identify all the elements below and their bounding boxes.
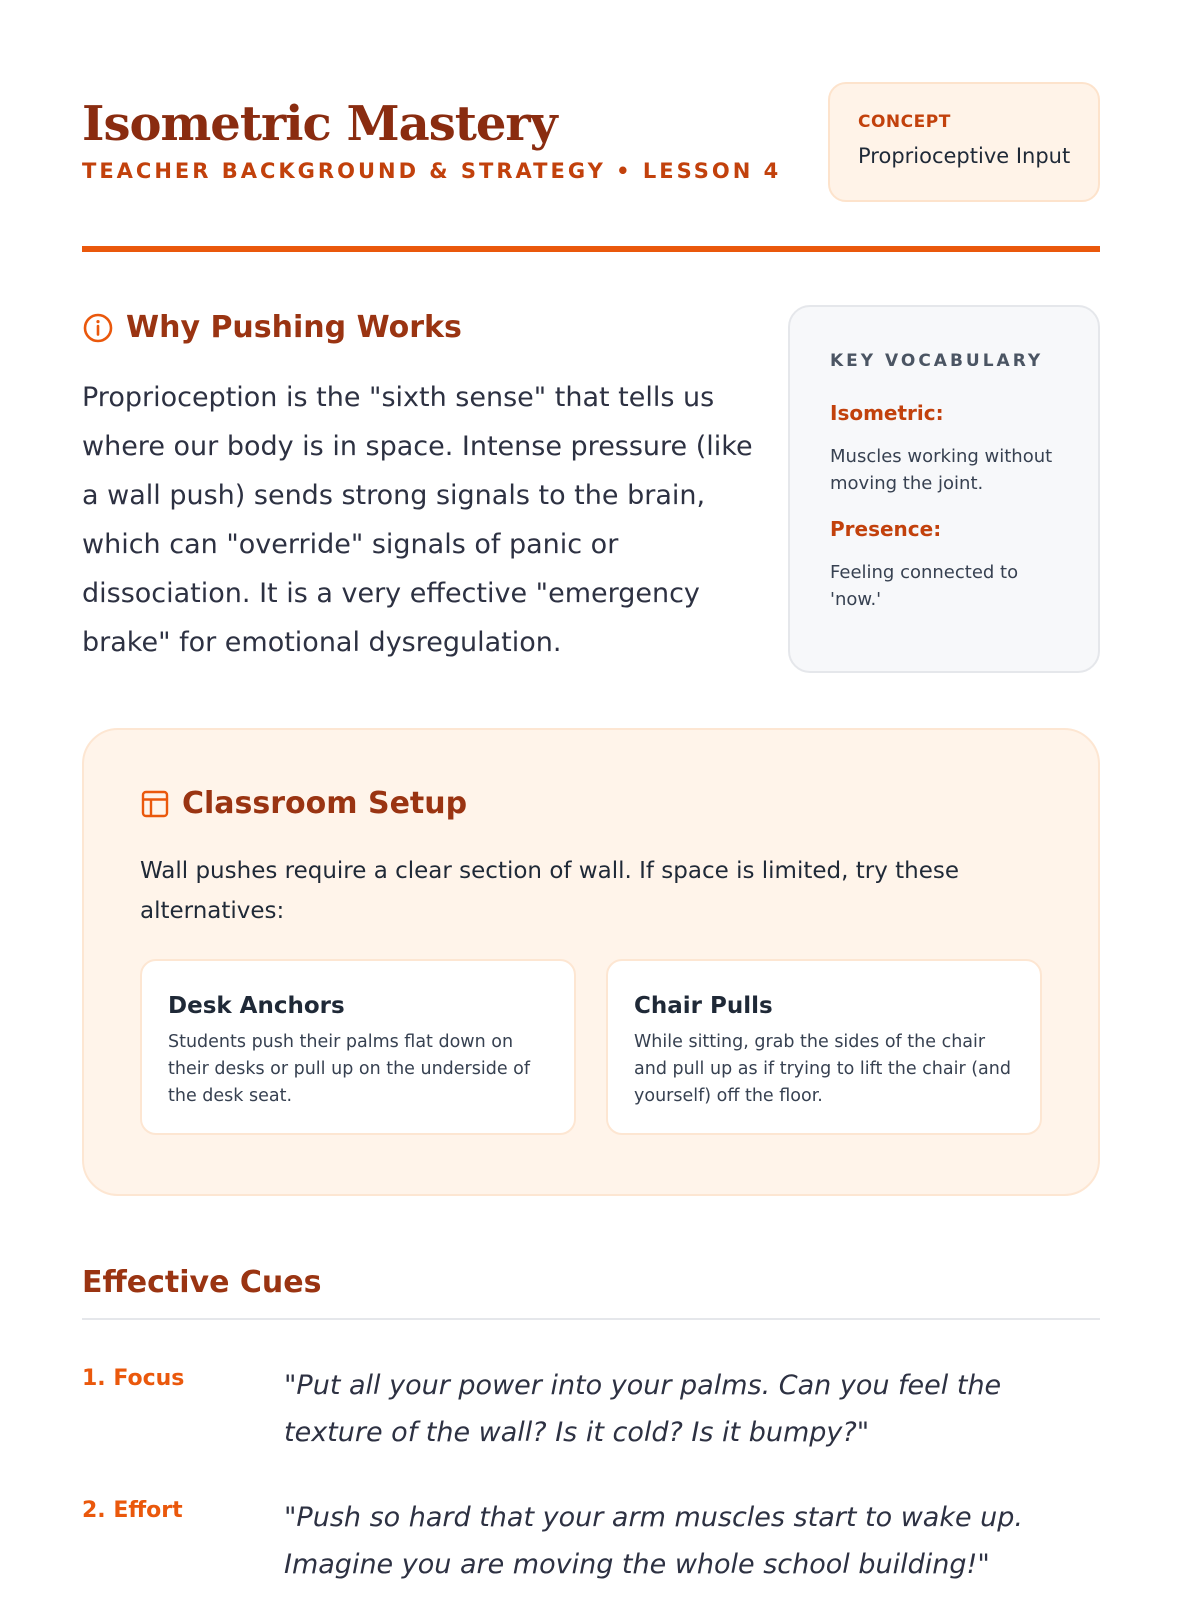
vocabulary-title: KEY VOCABULARY <box>830 351 1044 371</box>
card-title: Desk Anchors <box>168 993 345 1019</box>
cue-label: 1. Focus <box>82 1366 185 1391</box>
vocab-term: Isometric: <box>830 401 944 425</box>
why-heading-text: Why Pushing Works <box>126 310 462 345</box>
cues-heading: Effective Cues <box>82 1265 322 1300</box>
concept-box <box>828 82 1100 202</box>
vocab-definition: Muscles working without moving the joint. <box>830 446 1053 494</box>
card-body: Students push their palms flat down on their desks or pull up on the underside of the desk seat. <box>168 1032 531 1106</box>
why-body: Proprioception is the "sixth sense" that tells us where our body is in space. Intense pressure (like a wall push) sends strong signals to the brain, which can "override" signals of panic or dissociation. It is a very effective "emergency brake" for emotional dysregulation. <box>82 382 753 658</box>
cue-text: "Push so hard that your arm muscles start to wake up. Imagine you are moving the whole school building!" <box>284 1502 1023 1580</box>
setup-heading-text: Classroom Setup <box>182 786 468 821</box>
card-title: Chair Pulls <box>634 993 773 1019</box>
setup-heading <box>140 786 1042 821</box>
alternatives-cards <box>140 959 1042 1135</box>
concept-label: CONCEPT <box>858 112 951 132</box>
header-divider <box>82 246 1100 252</box>
cue-row <box>82 1494 1100 1588</box>
vocabulary-box <box>788 305 1100 673</box>
cue-label: 2. Effort <box>82 1498 183 1523</box>
cues-divider <box>82 1318 1100 1320</box>
page-subtitle: TEACHER BACKGROUND & STRATEGY • LESSON 4 <box>82 158 782 183</box>
vocab-term: Presence: <box>830 517 942 541</box>
page-title: Isometric Mastery <box>82 96 557 152</box>
classroom-setup-panel <box>82 728 1100 1196</box>
setup-intro: Wall pushes require a clear section of wall. If space is limited, try these alternatives: <box>140 858 960 924</box>
why-section <box>82 310 762 667</box>
effective-cues-section <box>82 1265 1100 1588</box>
card-body: While sitting, grab the sides of the chair and pull up as if trying to lift the chair (and yourself) off the floor. <box>634 1032 1011 1106</box>
info-icon <box>82 312 114 344</box>
cue-row <box>82 1362 1100 1456</box>
concept-value: Proprioceptive Input <box>858 144 1071 168</box>
alternative-card <box>140 959 576 1135</box>
why-heading <box>82 310 762 345</box>
layout-icon <box>140 789 170 819</box>
vocab-definition: Feeling connected to 'now.' <box>830 562 1019 610</box>
alternative-card <box>606 959 1042 1135</box>
cue-text: "Put all your power into your palms. Can you feel the texture of the wall? Is it cold? Is it bumpy?" <box>284 1370 1002 1448</box>
page-header <box>82 98 781 183</box>
